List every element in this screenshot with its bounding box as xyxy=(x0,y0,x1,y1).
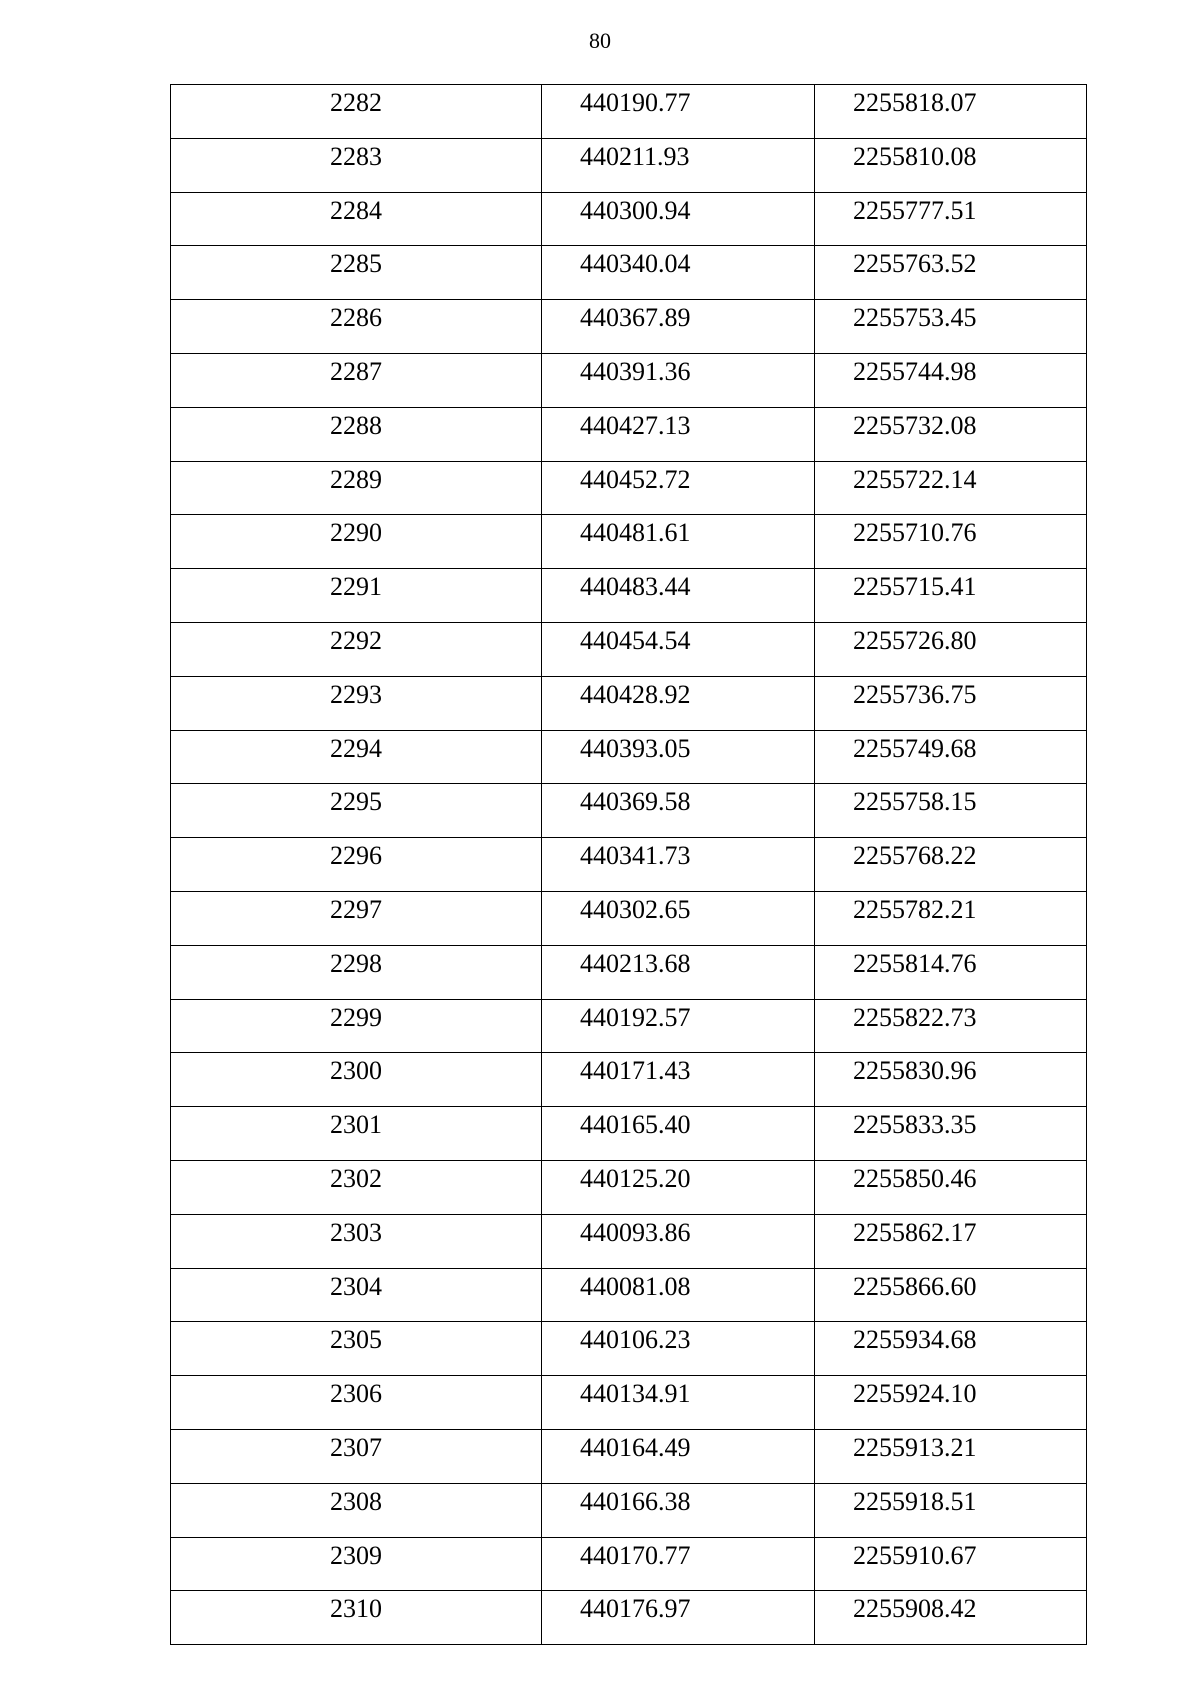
x-coordinate-cell-text: 440481.61 xyxy=(580,518,691,548)
y-coordinate-cell xyxy=(815,1591,1087,1645)
x-coordinate-cell-text: 440213.68 xyxy=(580,948,691,978)
y-coordinate-cell-text: 2255744.98 xyxy=(853,356,977,386)
y-coordinate-cell-text: 2255810.08 xyxy=(853,141,977,171)
table-row xyxy=(171,1429,1087,1483)
y-coordinate-cell-text: 2255910.67 xyxy=(853,1540,977,1570)
y-coordinate-cell xyxy=(815,730,1087,784)
x-coordinate-cell-text: 440391.36 xyxy=(580,356,691,386)
y-coordinate-cell-text: 2255768.22 xyxy=(853,841,977,871)
point-id-cell xyxy=(171,891,542,945)
table-row xyxy=(171,1322,1087,1376)
y-coordinate-cell xyxy=(815,891,1087,945)
y-coordinate-cell xyxy=(815,300,1087,354)
x-coordinate-cell xyxy=(542,246,815,300)
point-id-cell xyxy=(171,730,542,784)
y-coordinate-cell xyxy=(815,1429,1087,1483)
table-row xyxy=(171,1483,1087,1537)
point-id-cell-text: 2282 xyxy=(330,88,382,117)
point-id-cell-text: 2296 xyxy=(330,841,382,871)
y-coordinate-cell xyxy=(815,1483,1087,1537)
point-id-cell-text: 2294 xyxy=(330,733,382,763)
point-id-cell-text: 2288 xyxy=(330,410,382,440)
point-id-cell xyxy=(171,622,542,676)
y-coordinate-cell xyxy=(815,353,1087,407)
point-id-cell-text: 2290 xyxy=(330,518,382,548)
y-coordinate-cell-text: 2255818.07 xyxy=(853,88,977,117)
table-row xyxy=(171,730,1087,784)
y-coordinate-cell-text: 2255822.73 xyxy=(853,1002,977,1032)
point-id-cell xyxy=(171,1376,542,1430)
y-coordinate-cell xyxy=(815,784,1087,838)
table-row xyxy=(171,1376,1087,1430)
x-coordinate-cell xyxy=(542,676,815,730)
point-id-cell xyxy=(171,300,542,354)
point-id-cell-text: 2292 xyxy=(330,625,382,655)
y-coordinate-cell-text: 2255736.75 xyxy=(853,679,977,709)
point-id-cell-text: 2300 xyxy=(330,1056,382,1086)
point-id-cell-text: 2305 xyxy=(330,1325,382,1355)
y-coordinate-cell xyxy=(815,1322,1087,1376)
x-coordinate-cell-text: 440192.57 xyxy=(580,1002,691,1032)
y-coordinate-cell-text: 2255913.21 xyxy=(853,1432,977,1462)
x-coordinate-cell-text: 440171.43 xyxy=(580,1056,691,1086)
x-coordinate-cell-text: 440452.72 xyxy=(580,464,691,494)
table-row xyxy=(171,1268,1087,1322)
x-coordinate-cell xyxy=(542,461,815,515)
point-id-cell-text: 2289 xyxy=(330,464,382,494)
x-coordinate-cell xyxy=(542,1376,815,1430)
x-coordinate-cell xyxy=(542,407,815,461)
y-coordinate-cell xyxy=(815,1214,1087,1268)
table-row xyxy=(171,515,1087,569)
x-coordinate-cell-text: 440341.73 xyxy=(580,841,691,871)
x-coordinate-cell-text: 440106.23 xyxy=(580,1325,691,1355)
y-coordinate-cell xyxy=(815,945,1087,999)
x-coordinate-cell-text: 440190.77 xyxy=(580,88,691,117)
point-id-cell-text: 2293 xyxy=(330,679,382,709)
x-coordinate-cell-text: 440340.04 xyxy=(580,249,691,279)
table-row xyxy=(171,192,1087,246)
x-coordinate-cell xyxy=(542,784,815,838)
x-coordinate-cell xyxy=(542,353,815,407)
y-coordinate-cell xyxy=(815,85,1087,139)
y-coordinate-cell-text: 2255934.68 xyxy=(853,1325,977,1355)
y-coordinate-cell xyxy=(815,461,1087,515)
point-id-cell xyxy=(171,353,542,407)
y-coordinate-cell-text: 2255830.96 xyxy=(853,1056,977,1086)
y-coordinate-cell xyxy=(815,569,1087,623)
point-id-cell-text: 2308 xyxy=(330,1486,382,1516)
x-coordinate-cell xyxy=(542,999,815,1053)
point-id-cell xyxy=(171,1268,542,1322)
y-coordinate-cell-text: 2255833.35 xyxy=(853,1110,977,1140)
point-id-cell-text: 2310 xyxy=(330,1594,382,1624)
point-id-cell xyxy=(171,138,542,192)
table-row xyxy=(171,891,1087,945)
y-coordinate-cell-text: 2255710.76 xyxy=(853,518,977,548)
table-row xyxy=(171,676,1087,730)
point-id-cell-text: 2286 xyxy=(330,303,382,333)
x-coordinate-cell-text: 440367.89 xyxy=(580,303,691,333)
table-row xyxy=(171,1591,1087,1645)
point-id-cell-text: 2309 xyxy=(330,1540,382,1570)
x-coordinate-cell xyxy=(542,1107,815,1161)
y-coordinate-cell-text: 2255777.51 xyxy=(853,195,977,225)
x-coordinate-cell xyxy=(542,1591,815,1645)
y-coordinate-cell xyxy=(815,1268,1087,1322)
y-coordinate-cell xyxy=(815,192,1087,246)
point-id-cell-text: 2295 xyxy=(330,787,382,817)
point-id-cell xyxy=(171,1107,542,1161)
x-coordinate-cell xyxy=(542,1429,815,1483)
table-row xyxy=(171,1537,1087,1591)
y-coordinate-cell-text: 2255732.08 xyxy=(853,410,977,440)
x-coordinate-cell-text: 440166.38 xyxy=(580,1486,691,1516)
x-coordinate-cell xyxy=(542,1160,815,1214)
x-coordinate-cell-text: 440211.93 xyxy=(580,141,690,171)
point-id-cell xyxy=(171,1483,542,1537)
point-id-cell xyxy=(171,407,542,461)
point-id-cell xyxy=(171,1160,542,1214)
table-row xyxy=(171,407,1087,461)
x-coordinate-cell xyxy=(542,838,815,892)
point-id-cell xyxy=(171,246,542,300)
point-id-cell xyxy=(171,1591,542,1645)
point-id-cell xyxy=(171,192,542,246)
y-coordinate-cell-text: 2255763.52 xyxy=(853,249,977,279)
y-coordinate-cell-text: 2255908.42 xyxy=(853,1594,977,1624)
point-id-cell-text: 2298 xyxy=(330,948,382,978)
x-coordinate-cell-text: 440454.54 xyxy=(580,625,691,655)
table-row xyxy=(171,945,1087,999)
point-id-cell-text: 2303 xyxy=(330,1217,382,1247)
point-id-cell-text: 2287 xyxy=(330,356,382,386)
x-coordinate-cell xyxy=(542,1483,815,1537)
y-coordinate-cell-text: 2255715.41 xyxy=(853,572,977,602)
y-coordinate-cell-text: 2255722.14 xyxy=(853,464,977,494)
y-coordinate-cell-text: 2255749.68 xyxy=(853,733,977,763)
y-coordinate-cell xyxy=(815,515,1087,569)
point-id-cell xyxy=(171,515,542,569)
x-coordinate-cell xyxy=(542,891,815,945)
x-coordinate-cell-text: 440165.40 xyxy=(580,1110,691,1140)
x-coordinate-cell-text: 440134.91 xyxy=(580,1379,691,1409)
x-coordinate-cell xyxy=(542,192,815,246)
table-row xyxy=(171,246,1087,300)
x-coordinate-cell-text: 440125.20 xyxy=(580,1163,691,1193)
point-id-cell-text: 2301 xyxy=(330,1110,382,1140)
point-id-cell-text: 2307 xyxy=(330,1432,382,1462)
point-id-cell xyxy=(171,1053,542,1107)
point-id-cell-text: 2291 xyxy=(330,572,382,602)
table-row xyxy=(171,622,1087,676)
y-coordinate-cell xyxy=(815,838,1087,892)
table-row xyxy=(171,85,1087,139)
table-row xyxy=(171,138,1087,192)
y-coordinate-cell-text: 2255918.51 xyxy=(853,1486,977,1516)
x-coordinate-cell-text: 440093.86 xyxy=(580,1217,691,1247)
x-coordinate-cell xyxy=(542,1268,815,1322)
y-coordinate-cell xyxy=(815,407,1087,461)
x-coordinate-cell xyxy=(542,138,815,192)
y-coordinate-cell xyxy=(815,1376,1087,1430)
y-coordinate-cell xyxy=(815,1107,1087,1161)
x-coordinate-cell-text: 440427.13 xyxy=(580,410,691,440)
table-row xyxy=(171,569,1087,623)
table-row xyxy=(171,1160,1087,1214)
point-id-cell-text: 2284 xyxy=(330,195,382,225)
table-row xyxy=(171,353,1087,407)
table-row xyxy=(171,461,1087,515)
x-coordinate-cell-text: 440176.97 xyxy=(580,1594,691,1624)
y-coordinate-cell xyxy=(815,1160,1087,1214)
x-coordinate-cell xyxy=(542,85,815,139)
point-id-cell xyxy=(171,461,542,515)
x-coordinate-cell xyxy=(542,1214,815,1268)
x-coordinate-cell xyxy=(542,622,815,676)
y-coordinate-cell-text: 2255924.10 xyxy=(853,1379,977,1409)
x-coordinate-cell xyxy=(542,300,815,354)
table-row xyxy=(171,838,1087,892)
point-id-cell-text: 2306 xyxy=(330,1379,382,1409)
x-coordinate-cell xyxy=(542,1322,815,1376)
coordinates-table-body xyxy=(171,85,1087,1645)
y-coordinate-cell xyxy=(815,622,1087,676)
point-id-cell-text: 2285 xyxy=(330,249,382,279)
x-coordinate-cell xyxy=(542,569,815,623)
point-id-cell xyxy=(171,676,542,730)
y-coordinate-cell xyxy=(815,138,1087,192)
y-coordinate-cell xyxy=(815,999,1087,1053)
y-coordinate-cell xyxy=(815,676,1087,730)
y-coordinate-cell-text: 2255758.15 xyxy=(853,787,977,817)
y-coordinate-cell-text: 2255753.45 xyxy=(853,303,977,333)
y-coordinate-cell-text: 2255862.17 xyxy=(853,1217,977,1247)
y-coordinate-cell-text: 2255866.60 xyxy=(853,1271,977,1301)
point-id-cell xyxy=(171,1214,542,1268)
x-coordinate-cell xyxy=(542,1053,815,1107)
x-coordinate-cell-text: 440081.08 xyxy=(580,1271,691,1301)
table-row xyxy=(171,999,1087,1053)
y-coordinate-cell xyxy=(815,246,1087,300)
point-id-cell xyxy=(171,569,542,623)
point-id-cell xyxy=(171,1322,542,1376)
point-id-cell xyxy=(171,945,542,999)
point-id-cell-text: 2304 xyxy=(330,1271,382,1301)
x-coordinate-cell-text: 440302.65 xyxy=(580,894,691,924)
y-coordinate-cell xyxy=(815,1053,1087,1107)
point-id-cell xyxy=(171,85,542,139)
point-id-cell xyxy=(171,1429,542,1483)
x-coordinate-cell xyxy=(542,945,815,999)
y-coordinate-cell-text: 2255850.46 xyxy=(853,1163,977,1193)
point-id-cell xyxy=(171,784,542,838)
x-coordinate-cell xyxy=(542,515,815,569)
x-coordinate-cell-text: 440300.94 xyxy=(580,195,691,225)
page-number: 80 xyxy=(589,28,611,53)
coordinates-table xyxy=(170,84,1087,1645)
y-coordinate-cell xyxy=(815,1537,1087,1591)
table-row xyxy=(171,300,1087,354)
point-id-cell xyxy=(171,999,542,1053)
table-row xyxy=(171,1053,1087,1107)
x-coordinate-cell-text: 440483.44 xyxy=(580,572,691,602)
point-id-cell-text: 2299 xyxy=(330,1002,382,1032)
x-coordinate-cell-text: 440428.92 xyxy=(580,679,691,709)
x-coordinate-cell-text: 440170.77 xyxy=(580,1540,691,1570)
x-coordinate-cell xyxy=(542,1537,815,1591)
x-coordinate-cell-text: 440369.58 xyxy=(580,787,691,817)
table-row xyxy=(171,1107,1087,1161)
point-id-cell-text: 2283 xyxy=(330,141,382,171)
x-coordinate-cell-text: 440393.05 xyxy=(580,733,691,763)
point-id-cell xyxy=(171,1537,542,1591)
table-row xyxy=(171,1214,1087,1268)
point-id-cell-text: 2297 xyxy=(330,894,382,924)
x-coordinate-cell-text: 440164.49 xyxy=(580,1432,691,1462)
y-coordinate-cell-text: 2255814.76 xyxy=(853,948,977,978)
point-id-cell xyxy=(171,838,542,892)
y-coordinate-cell-text: 2255726.80 xyxy=(853,625,977,655)
table-row xyxy=(171,784,1087,838)
y-coordinate-cell-text: 2255782.21 xyxy=(853,894,977,924)
point-id-cell-text: 2302 xyxy=(330,1163,382,1193)
x-coordinate-cell xyxy=(542,730,815,784)
